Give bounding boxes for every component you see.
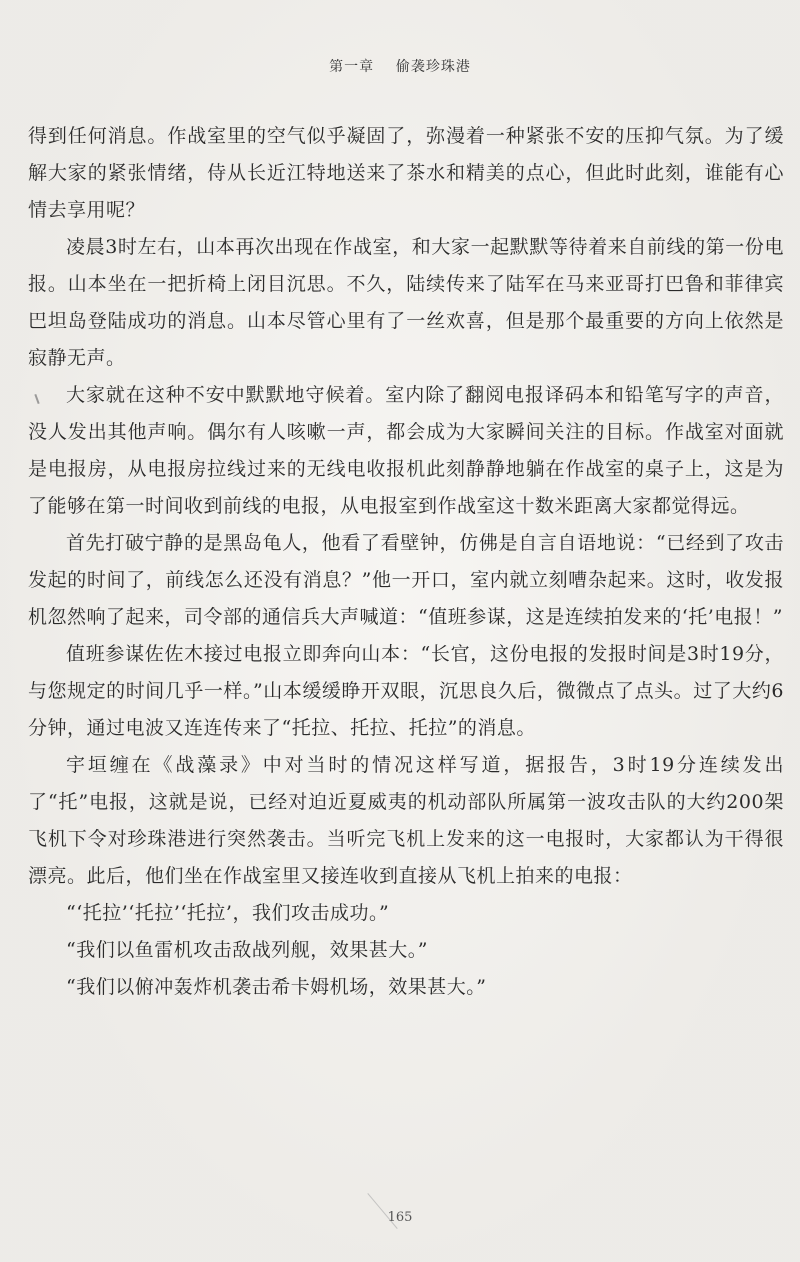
- paragraph-continuation: 得到任何消息。作战室里的空气似乎凝固了，弥漫着一种紧张不安的压抑气氛。为了缓解大家的紧张情绪，侍从长近江特地送来了茶水和精美的点心，但此时此刻，谁能有心情去享用呢？: [28, 125, 784, 221]
- paragraph: 大家就在这种不安中默默地守候着。室内除了翻阅电报译码本和铅笔写字的声音，没人发出其他声响。偶尔有人咳嗽一声，都会成为大家瞬间关注的目标。作战室对面就是电报房，从电报房拉线过来的无线电收报机此刻静静地躺在作战室的桌子上，这是为了能够在第一时间收到前线的电报，从电报室到作战室这十数米距离大家都觉得远。: [28, 384, 784, 517]
- body-text: [28, 118, 784, 1006]
- chapter-label: 第一章: [329, 59, 375, 75]
- running-head: [0, 56, 800, 76]
- paragraph: 宇垣缠在《战藻录》中对当时的情况这样写道，据报告，3时19分连续发出了“托”电报，这就是说，已经对迫近夏威夷的机动部队所属第一波攻击队的大约200架飞机下令对珍珠港进行突然袭击。当听完飞机上发来的这一电报时，大家都认为干得很漂亮。此后，他们坐在作战室里又接连收到直接从飞机上拍来的电报：: [28, 754, 784, 887]
- paragraph: 凌晨3时左右，山本再次出现在作战室，和大家一起默默等待着来自前线的第一份电报。山本坐在一把折椅上闭目沉思。不久，陆续传来了陆军在马来亚哥打巴鲁和菲律宾巴坦岛登陆成功的消息。山本尽管心里有了一丝欢喜，但是那个最重要的方向上依然是寂静无声。: [28, 236, 784, 369]
- chapter-title: 偷袭珍珠港: [395, 59, 471, 75]
- paragraph: 值班参谋佐佐木接过电报立即奔向山本：“长官，这份电报的发报时间是3时19分，与您规定的时间几乎一样。”山本缓缓睁开双眼，沉思良久后，微微点了点头。过了大约6分钟，通过电波又连连传来了“托拉、托拉、托拉”的消息。: [28, 643, 784, 739]
- quote-line: “‘托拉’‘托拉’‘托拉’，我们攻击成功。”: [66, 902, 390, 924]
- quote-line: “我们以俯冲轰炸机袭击希卡姆机场，效果甚大。”: [66, 976, 487, 998]
- page-number: 165: [387, 1210, 413, 1225]
- quote-line: “我们以鱼雷机攻击敌战列舰，效果甚大。”: [66, 939, 428, 961]
- paragraph: 首先打破宁静的是黑岛龟人，他看了看壁钟，仿佛是自言自语地说：“已经到了攻击发起的时间了，前线怎么还没有消息？”他一开口，室内就立刻嘈杂起来。这时，收发报机忽然响了起来，司令部的通信兵大声喊道：“值班参谋，这是连续拍发来的‘托’电报！”: [28, 532, 784, 628]
